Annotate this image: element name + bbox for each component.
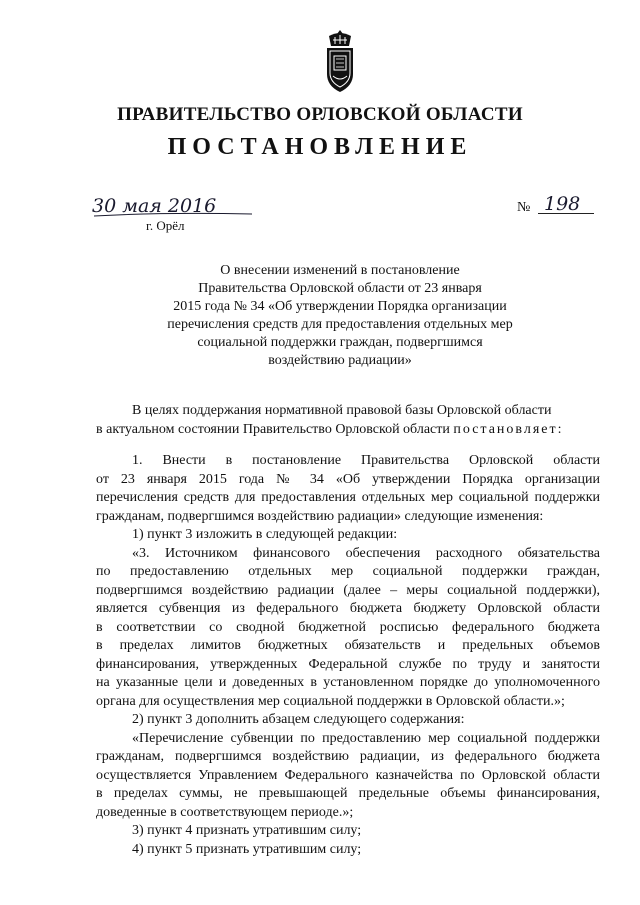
preamble [96,402,600,439]
item-1-line: по предоставлению отдельных мер социальной поддержки граждан, [96,564,600,579]
government-name: ПРАВИТЕЛЬСТВО ОРЛОВСКОЙ ОБЛАСТИ [117,104,523,125]
subject-line: перечисления средств для предоставления отдельных мер [167,317,513,332]
item-1-line: «3. Источником финансового обеспечения расходного обязательства [132,545,600,561]
preamble-text: в актуальном состоянии Правительство Орловской области [96,421,450,437]
clause-line: 1. Внести в постановление Правительства Орловской области [132,453,600,468]
coat-of-arms-emblem [321,28,359,94]
clause-line: от 23 января 2015 года № 34 «Об утверждении Порядка организации [96,471,600,487]
item-2-line: «Перечисление субвенции по предоставлению мер социальной поддержки [132,730,600,746]
preamble-line: В целях поддержания нормативной правовой базы Орловской области [132,403,552,418]
handwritten-date-text: 30 мая 2016 [92,195,217,217]
item-2-intro: 2) пункт 3 дополнить абзацем следующего содержания: [132,712,465,727]
item-1-line: в пределах лимитов бюджетных обязательств и предельных объемов [96,638,600,653]
item-1-line: органа для осуществления мер социальной поддержки в Орловской области.»; [96,693,565,709]
item-1-line: финансирования, утвержденных Федеральной службе по труду и занятости [96,656,600,672]
item-1-line: на указанные цели и доведенных в установленном порядке до уполномоченного [96,675,600,690]
number-label: № [517,200,531,215]
number-underline [538,213,594,214]
subject-line: Правительства Орловской области от 23 января [198,281,482,296]
resolves-word: постановляет: [453,421,564,437]
clause-line: гражданам, подвергшимся воздействию радиации» следующие изменения: [96,508,544,524]
subject-line: 2015 года № 34 «Об утверждении Порядка организации [173,299,507,314]
city: г. Орёл [146,218,185,233]
item-1-line: в соответствии со сводной бюджетной росписью федерального бюджета [96,619,600,635]
item-1-line: является субвенция из федерального бюджета бюджету Орловской области [96,601,600,616]
item-2-line: доведенные в соответствующем периоде.»; [96,804,354,820]
preamble-line [96,421,600,440]
item-2-line: гражданам, подвергшимся воздействию радиации, из федерального бюджета [96,749,600,764]
item-1-intro: 1) пункт 3 изложить в следующей редакции: [132,527,398,542]
item-3: 3) пункт 4 признать утратившим силу; [132,823,362,838]
decree-subject [140,262,540,370]
document-type: ПОСТАНОВЛЕНИЕ [167,134,473,160]
handwritten-number-text: 198 [544,193,581,215]
clause-line: перечисления средств для предоставления отдельных мер социальной поддержки [96,490,600,505]
item-1-line: подвергшимся воздействию радиации (далее – меры социальной поддержки), [96,582,600,598]
clause-1 [96,452,600,859]
subject-line: О внесении изменений в постановление [220,263,460,278]
subject-line: воздействию радиации» [268,353,412,368]
item-2-line: осуществляется Управлением Федерального казначейства по Орловской области [96,767,600,783]
item-4: 4) пункт 5 признать утратившим силу; [132,841,362,857]
subject-line: социальной поддержки граждан, подвергшимся [197,335,483,350]
item-2-line: в пределах суммы, не превышающей предельные объемы финансирования, [96,786,600,801]
